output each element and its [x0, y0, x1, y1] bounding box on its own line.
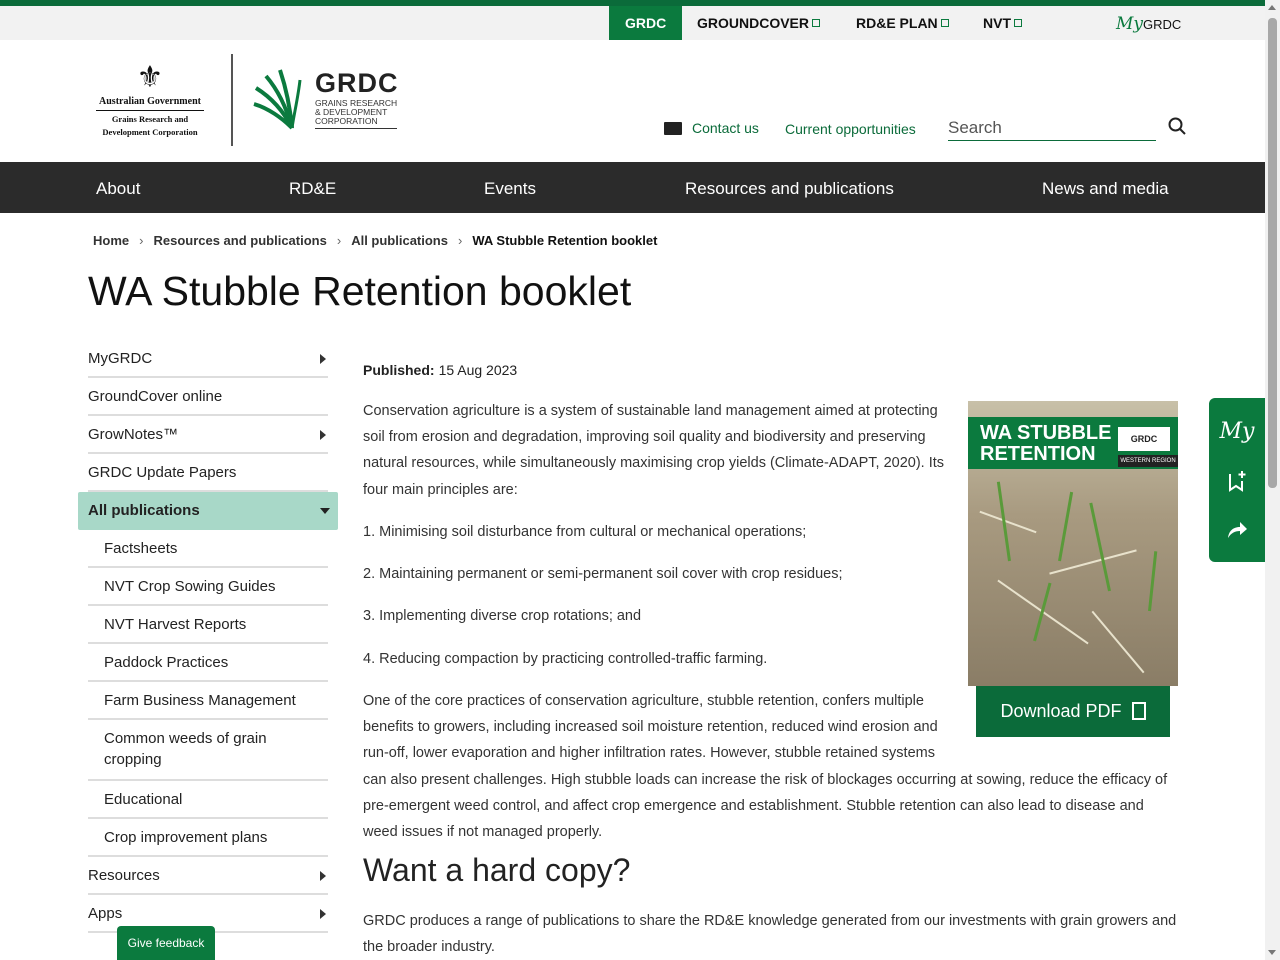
- external-link-icon: [941, 19, 949, 27]
- cover-title-line1: WA STUBBLE: [980, 422, 1112, 444]
- sidebar-item-label: Resources: [88, 867, 160, 884]
- cover-sprout: [1033, 583, 1051, 642]
- chevron-right-icon: [320, 909, 326, 919]
- sidebar-item-resources[interactable]: [88, 857, 328, 895]
- chevron-right-icon: [320, 354, 326, 364]
- sidebar-item-update-papers[interactable]: [88, 454, 328, 492]
- booklet-cover-image[interactable]: [968, 401, 1178, 686]
- breadcrumb: [93, 233, 657, 248]
- published-value: 15 Aug 2023: [438, 362, 518, 378]
- cover-grdc-logo: GRDC: [1118, 427, 1170, 451]
- mygrdc-my-text: My: [1116, 14, 1144, 34]
- sidebar-item-label: GroundCover online: [88, 388, 223, 405]
- breadcrumb-all-publications[interactable]: All publications: [351, 233, 448, 248]
- nav-resources-publications[interactable]: Resources and publications: [685, 179, 894, 198]
- cover-straw: [1092, 611, 1145, 674]
- gov-logo-line1: Australian Government: [96, 96, 204, 111]
- sidebar-subitem-factsheets[interactable]: [88, 530, 328, 568]
- current-opportunities-link[interactable]: Current opportunities: [785, 121, 916, 137]
- sidebar-item-all-publications[interactable]: [78, 492, 338, 530]
- gov-logo-line3: Development Corporation: [102, 127, 198, 137]
- sidebar-subitem-common-weeds[interactable]: [88, 720, 328, 781]
- sidebar-subitem-farm-business[interactable]: [88, 682, 328, 720]
- sidebar-item-label: MyGRDC: [88, 350, 153, 367]
- cover-title-line2: RETENTION: [980, 443, 1096, 465]
- search-input[interactable]: [948, 116, 1156, 141]
- sidebar-item-label: Common weeds of grain cropping: [104, 730, 267, 768]
- nav-rde[interactable]: RD&E: [289, 179, 337, 198]
- principle-2: 2. Maintaining permanent or semi-permanent soil cover with crop residues;: [363, 566, 843, 582]
- nav-about[interactable]: About: [96, 179, 141, 198]
- sidebar-item-groundcover-online[interactable]: [88, 378, 328, 416]
- download-pdf-label: Download PDF: [1000, 701, 1122, 721]
- sidebar-item-label: GrowNotes™: [88, 426, 179, 443]
- grdc-sub-line2: & DEVELOPMENT: [315, 107, 388, 117]
- main-navigation: [0, 162, 1265, 213]
- page-scrollbar[interactable]: [1265, 0, 1280, 960]
- sidebar-subitem-crop-improvement[interactable]: [88, 819, 328, 857]
- bookmark-add-icon[interactable]: [1209, 460, 1265, 500]
- cover-straw: [979, 511, 1036, 533]
- cover-sprout: [1058, 492, 1073, 561]
- sidebar-item-label: Apps: [88, 905, 123, 922]
- sidebar-subitem-nvt-sowing-guides[interactable]: [88, 568, 328, 606]
- scroll-down-arrow-icon[interactable]: [1268, 950, 1276, 955]
- share-icon[interactable]: [1209, 510, 1265, 550]
- mygrdc-icon[interactable]: My: [1219, 419, 1255, 444]
- site-switcher-bar: [0, 6, 1265, 40]
- nav-news-media[interactable]: News and media: [1042, 179, 1169, 198]
- breadcrumb-separator: ›: [139, 233, 144, 248]
- cover-title: [980, 423, 1111, 465]
- breadcrumb-separator: ›: [336, 233, 342, 248]
- sidebar-item-label: GRDC Update Papers: [88, 464, 237, 481]
- site-header: [0, 40, 1265, 162]
- coat-of-arms-icon: ⚜: [136, 61, 164, 94]
- tab-rde-plan-label: RD&E PLAN: [856, 15, 938, 31]
- page-title: WA Stubble Retention booklet: [88, 268, 632, 314]
- sidebar-item-label: NVT Crop Sowing Guides: [104, 578, 276, 595]
- hard-copy-heading: Want a hard copy?: [363, 852, 631, 888]
- grdc-sub-line3: CORPORATION: [315, 116, 378, 126]
- breadcrumb-current: WA Stubble Retention booklet: [472, 233, 658, 248]
- sidebar-item-label: Educational: [104, 791, 183, 808]
- sidebar-item-grownotes[interactable]: [88, 416, 328, 454]
- breadcrumb-resources[interactable]: Resources and publications: [153, 233, 327, 248]
- sidebar-item-label: All publications: [88, 502, 200, 519]
- published-label: Published:: [363, 362, 435, 378]
- external-link-icon: [812, 19, 820, 27]
- grdc-subtitle: [315, 99, 397, 129]
- sidebar-item-mygrdc[interactable]: [88, 340, 328, 378]
- principle-3: 3. Implementing diverse crop rotations; and: [363, 608, 642, 624]
- tab-grdc[interactable]: GRDC: [609, 6, 682, 40]
- tab-groundcover[interactable]: [697, 6, 820, 40]
- australian-government-logo[interactable]: [96, 60, 204, 137]
- principle-4: 4. Reducing compaction by practicing controlled-traffic farming.: [363, 651, 768, 667]
- sidebar-subitem-educational[interactable]: [88, 781, 328, 819]
- scrollbar-thumb[interactable]: [1268, 18, 1277, 488]
- tab-rde-plan[interactable]: [856, 6, 949, 40]
- sidebar-subitem-nvt-harvest-reports[interactable]: [88, 606, 328, 644]
- sidebar-item-label: Paddock Practices: [104, 654, 229, 671]
- breadcrumb-separator: ›: [457, 233, 463, 248]
- tab-nvt-label: NVT: [983, 15, 1011, 31]
- chevron-right-icon: [320, 871, 326, 881]
- give-feedback-button[interactable]: Give feedback: [117, 926, 215, 960]
- contact-us-label: Contact us: [692, 120, 759, 136]
- grdc-logo[interactable]: [252, 68, 399, 135]
- hard-copy-paragraph: GRDC produces a range of publications to share the RD&E knowledge generated from our investments with grain growers and the broader industry.: [363, 913, 1177, 956]
- breadcrumb-home[interactable]: Home: [93, 233, 130, 248]
- envelope-icon: [664, 122, 682, 135]
- sidebar-item-label: Crop improvement plans: [104, 829, 268, 846]
- chevron-down-icon: [320, 508, 330, 514]
- sidebar-item-label: Factsheets: [104, 540, 178, 557]
- gov-logo-line2: Grains Research and: [111, 114, 189, 124]
- floating-action-panel: [1209, 398, 1265, 562]
- share-svg: [1226, 520, 1248, 540]
- external-link-icon: [1014, 19, 1022, 27]
- grdc-sub-line1: GRAINS RESEARCH: [315, 98, 398, 108]
- sidebar-nav: [88, 340, 328, 933]
- tab-nvt[interactable]: [983, 6, 1022, 40]
- contact-us-link[interactable]: [664, 120, 759, 136]
- cover-sprout: [1089, 503, 1111, 592]
- sidebar-item-label: NVT Harvest Reports: [104, 616, 247, 633]
- grdc-wordmark: GRDC: [315, 68, 399, 98]
- nav-events[interactable]: Events: [484, 179, 536, 198]
- principle-1: 1. Minimising soil disturbance from cultural or mechanical operations;: [363, 524, 807, 540]
- sidebar-subitem-paddock-practices[interactable]: [88, 644, 328, 682]
- mygrdc-grdc-text: GRDC: [1143, 17, 1182, 32]
- search-icon[interactable]: [1168, 117, 1186, 135]
- bookmark-svg: [1227, 470, 1247, 492]
- published-date: [363, 362, 517, 378]
- cover-sprout: [1148, 551, 1157, 611]
- scroll-up-arrow-icon[interactable]: [1268, 5, 1276, 10]
- cover-region-label: WESTERN REGION: [1118, 455, 1178, 467]
- intro-paragraph: Conservation agriculture is a system of sustainable land management aimed at protecting soil from erosion and degradation, improving soil quality and biodiversity and preserving natural resources, while simultaneously maximising crop yields (Climate-ADAPT, 2020). Its four main principles are:: [363, 403, 945, 498]
- pdf-icon: [1132, 702, 1146, 720]
- wheat-leaf-icon: [252, 68, 314, 130]
- stubble-paragraph-text: One of the core practices of conservation agriculture, stubble retention, confers multiple benefits to growers, including increased soil moisture retention, reduced wind erosion and run-off, lower evaporation and higher infiltration rates. However, stubble retained systems can also present challenges. High stubble loads can increase the risk of blockages occurring at sowing, reduce the efficacy of pre-emergent weed control, and affect crop emergence and establishment. Stubble retention can also lead to disease and weed issues if not managed properly.: [363, 693, 1168, 841]
- logo-divider: [231, 54, 233, 146]
- sidebar-item-label: Farm Business Management: [104, 692, 296, 709]
- chevron-right-icon: [320, 430, 326, 440]
- mygrdc-link[interactable]: [1116, 14, 1181, 34]
- tab-groundcover-label: GROUNDCOVER: [697, 15, 810, 31]
- download-pdf-button[interactable]: [976, 686, 1170, 737]
